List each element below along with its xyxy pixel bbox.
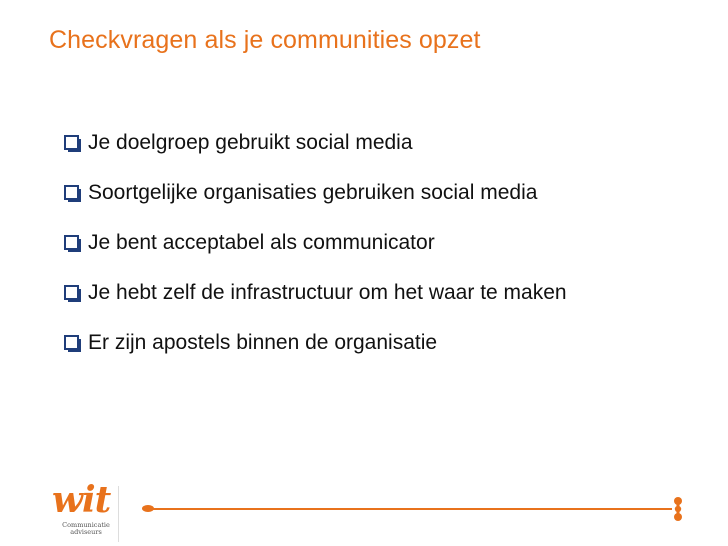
bullet-item (64, 117, 567, 167)
bullet-text: Er zijn apostels binnen de organisatie (88, 330, 438, 354)
bullet-item (64, 267, 567, 317)
footer-divider (148, 508, 672, 510)
wit-logo (46, 479, 124, 542)
bullet-list (64, 117, 567, 367)
bullet-item (64, 217, 567, 267)
bullet-text: Je bent acceptabel als communicator (88, 230, 435, 254)
bullet-text: Soortgelijke organisaties gebruiken social media (88, 180, 538, 204)
bullet-item (64, 317, 567, 367)
logo-word: wit (52, 479, 111, 521)
bullet-text: Je doelgroep gebruikt social media (88, 130, 413, 154)
checkbox-square-icon (64, 185, 79, 200)
bullet-item (64, 167, 567, 217)
checkbox-square-icon (64, 285, 79, 300)
checkbox-square-icon (64, 335, 79, 350)
checkbox-square-icon (64, 235, 79, 250)
logo-subtitle (56, 522, 116, 537)
ornament-icon (670, 495, 686, 523)
checkbox-square-icon (64, 135, 79, 150)
logo-subtitle-line1: Communicatie (62, 521, 110, 529)
bullet-text: Je hebt zelf de infrastructuur om het waar te maken (88, 280, 567, 304)
logo-subtitle-line2: adviseurs (70, 528, 102, 537)
slide-title: Checkvragen als je communities opzet (49, 26, 481, 54)
logo-divider (118, 486, 119, 542)
